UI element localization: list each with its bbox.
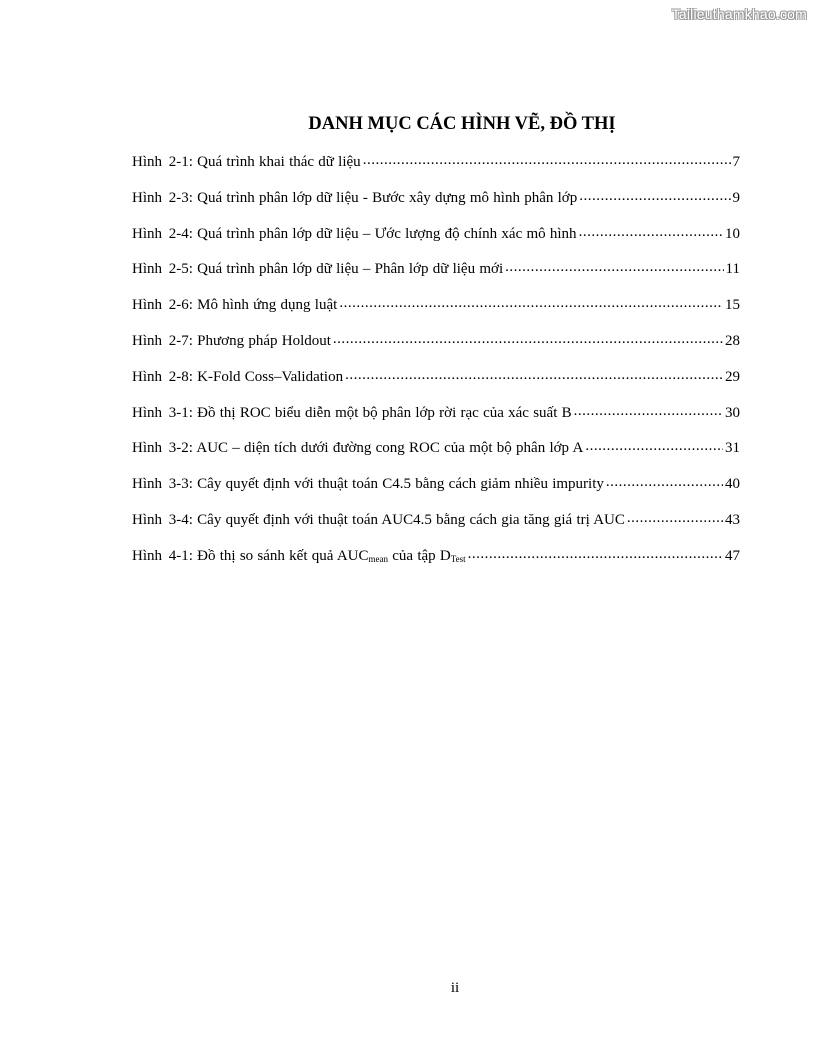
list-item[interactable] bbox=[132, 440, 740, 476]
entry-label bbox=[132, 333, 331, 350]
entry-prefix: Hình 3-3: bbox=[132, 476, 193, 493]
dot-leader bbox=[339, 297, 723, 309]
watermark: Tailieuthamkhao.com bbox=[671, 6, 807, 22]
entry-label bbox=[132, 261, 503, 278]
entry-page-number: 9 bbox=[732, 189, 740, 206]
entry-prefix: Hình 2-6: bbox=[132, 297, 193, 314]
list-item[interactable] bbox=[132, 369, 740, 405]
entry-prefix: Hình 3-1: bbox=[132, 404, 193, 421]
entry-prefix: Hình 2-7: bbox=[132, 332, 193, 349]
entry-text: Mô hình ứng dụng luật bbox=[197, 297, 338, 314]
dot-leader bbox=[579, 226, 723, 238]
dot-leader bbox=[606, 476, 723, 488]
entry-text: Quá trình khai thác dữ liệu bbox=[197, 154, 361, 170]
entry-text: Quá trình phân lớp dữ liệu - Bước xây dựng mô hình phân lớp bbox=[197, 189, 578, 206]
dot-leader bbox=[585, 440, 723, 452]
list-item[interactable] bbox=[132, 476, 740, 512]
entry-text: Đồ thị so sánh kết quả AUC bbox=[197, 547, 369, 564]
entry-text: Cây quyết định với thuật toán C4.5 bằng cách giảm nhiều impurity bbox=[197, 476, 604, 493]
entry-label bbox=[132, 440, 583, 457]
entry-subscript: Test bbox=[450, 553, 466, 564]
dot-leader bbox=[363, 154, 731, 166]
list-item[interactable] bbox=[132, 154, 740, 190]
entry-prefix: Hình 2-8: bbox=[132, 368, 193, 385]
entry-page-number: 11 bbox=[725, 261, 740, 278]
entry-page-number: 15 bbox=[725, 297, 740, 314]
entry-text: Phương pháp Holdout bbox=[197, 332, 331, 349]
list-item[interactable] bbox=[132, 190, 740, 226]
entry-label bbox=[132, 226, 577, 243]
entry-label bbox=[132, 405, 572, 422]
list-item[interactable] bbox=[132, 226, 740, 262]
entry-page-number: 29 bbox=[725, 368, 740, 385]
entry-label bbox=[132, 297, 337, 314]
dot-leader bbox=[579, 190, 730, 202]
entry-text: Quá trình phân lớp dữ liệu – Phân lớp dữ liệu mới bbox=[197, 261, 504, 278]
list-item[interactable] bbox=[132, 405, 740, 441]
entry-prefix: Hình 2-3: bbox=[132, 189, 193, 206]
entry-label bbox=[132, 190, 577, 207]
list-item[interactable] bbox=[132, 297, 740, 333]
entry-page-number: 7 bbox=[732, 154, 740, 170]
entry-text-continued: của tập D bbox=[388, 547, 451, 564]
entry-text: Quá trình phân lớp dữ liệu – Ước lượng độ chính xác mô hình bbox=[197, 225, 577, 242]
entry-subscript: mean bbox=[368, 553, 388, 564]
entry-page-number: 40 bbox=[725, 476, 740, 493]
page-number: ii bbox=[450, 980, 460, 996]
page-title: DANH MỤC CÁC HÌNH VẼ, ĐỒ THỊ bbox=[308, 114, 616, 134]
entry-page-number: 31 bbox=[725, 440, 740, 457]
entry-text: Cây quyết định với thuật toán AUC4.5 bằng cách gia tăng giá trị AUC bbox=[197, 511, 625, 528]
entry-text: Đồ thị ROC biểu diễn một bộ phân lớp rời rạc của xác suất B bbox=[197, 404, 572, 421]
entry-label bbox=[132, 512, 625, 529]
entry-text: K-Fold Coss–Validation bbox=[197, 368, 344, 385]
dot-leader bbox=[505, 261, 723, 273]
entry-page-number: 28 bbox=[725, 332, 740, 349]
entry-label bbox=[132, 369, 343, 386]
dot-leader bbox=[574, 405, 723, 417]
entry-page-number: 43 bbox=[725, 511, 740, 528]
entry-prefix: Hình 2-1: bbox=[132, 154, 193, 170]
entry-prefix: Hình 2-5: bbox=[132, 261, 193, 278]
dot-leader bbox=[468, 548, 723, 560]
list-item[interactable] bbox=[132, 333, 740, 369]
dot-leader bbox=[627, 512, 723, 524]
entry-prefix: Hình 2-4: bbox=[132, 225, 193, 242]
entry-page-number: 47 bbox=[725, 547, 740, 564]
entry-text: AUC – diện tích dưới đường cong ROC của một bộ phân lớp A bbox=[196, 440, 584, 457]
figure-list bbox=[132, 154, 740, 584]
entry-label bbox=[132, 476, 604, 493]
list-item[interactable] bbox=[132, 548, 740, 584]
list-item[interactable] bbox=[132, 512, 740, 548]
entry-prefix: Hình 3-4: bbox=[132, 511, 193, 528]
entry-prefix: Hình 4-1: bbox=[132, 547, 193, 564]
entry-label bbox=[132, 154, 361, 171]
entry-label bbox=[132, 548, 466, 565]
entry-prefix: Hình 3-2: bbox=[132, 440, 193, 457]
dot-leader bbox=[345, 369, 723, 381]
list-item[interactable] bbox=[132, 261, 740, 297]
entry-page-number: 30 bbox=[725, 404, 740, 421]
dot-leader bbox=[333, 333, 723, 345]
entry-page-number: 10 bbox=[725, 225, 740, 242]
